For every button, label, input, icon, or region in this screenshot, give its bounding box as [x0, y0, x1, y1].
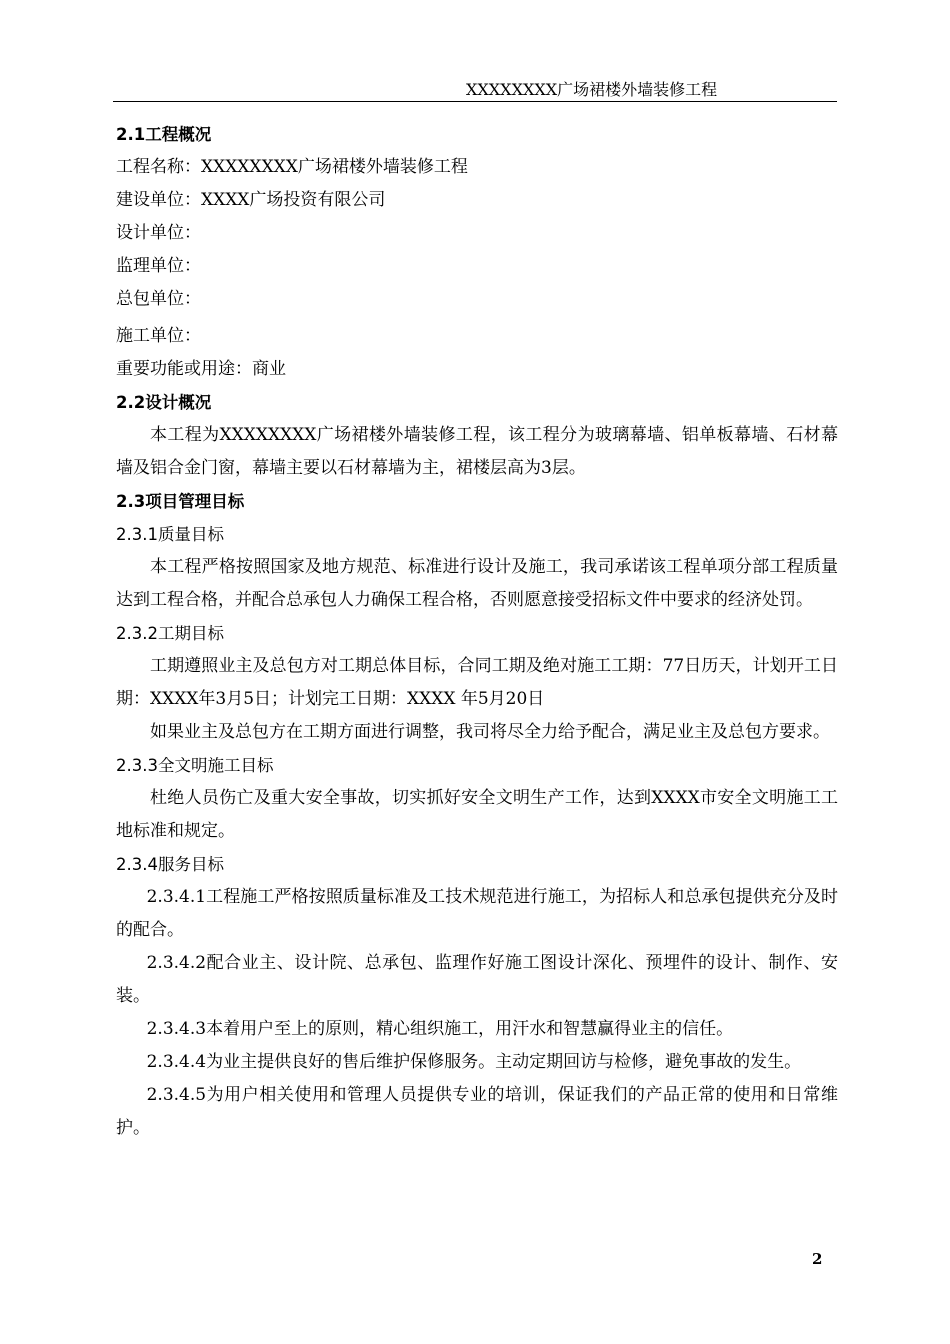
design-unit: 设计单位： [116, 223, 201, 243]
subsection-heading-quality: 2.3.1质量目标 [116, 525, 224, 544]
document-body [116, 118, 838, 1145]
subsection-heading-service: 2.3.4服务目标 [116, 855, 224, 874]
owner-unit: 建设单位：XXXX广场投资有限公司 [116, 190, 386, 210]
subsection-heading-safety: 2.3.3全文明施工目标 [116, 756, 274, 775]
purpose-line: 重要功能或用途：商业 [116, 359, 286, 379]
quality-paragraph: 本工程严格按照国家及地方规范、标准进行设计及施工，我司承诺该工程单项分部工程质量达到工程合格，并配合总承包人力确保工程合格，否则愿意接受招标文件中要求的经济处罚。 [116, 557, 838, 610]
header-title: XXXXXXXX广场裙楼外墙装修工程 [466, 80, 718, 99]
schedule-paragraph-2: 如果业主及总包方在工期方面进行调整，我司将尽全力给予配合，满足业主及总包方要求。 [150, 722, 830, 742]
header-divider [113, 101, 837, 102]
subsection-heading-schedule: 2.3.2工期目标 [116, 624, 224, 643]
construction-unit: 施工单位： [116, 326, 201, 346]
supervision-unit: 监理单位： [116, 256, 201, 276]
section-heading-2-2: 2.2设计概况 [116, 393, 212, 412]
schedule-paragraph-1: 工期遵照业主及总包方对工期总体目标，合同工期及绝对施工工期：77日历天，计划开工日期：XXXX年3月5日；计划完工日期：XXXX 年5月20日 [116, 656, 838, 709]
safety-paragraph: 杜绝人员伤亡及重大安全事故，切实抓好安全文明生产工作，达到XXXX市安全文明施工工地标准和规定。 [116, 788, 838, 841]
section-heading-2-1: 2.1工程概况 [116, 125, 212, 144]
service-item-4: 2.3.4.4为业主提供良好的售后维护保修服务。主动定期回访与检修，避免事故的发生。 [146, 1052, 802, 1072]
section-heading-2-3: 2.3项目管理目标 [116, 492, 245, 511]
general-contractor-unit: 总包单位： [116, 289, 201, 309]
page-number: 2 [812, 1250, 823, 1268]
project-name: 工程名称：XXXXXXXX广场裙楼外墙装修工程 [116, 157, 468, 177]
service-item-1: 2.3.4.1工程施工严格按照质量标准及工技术规范进行施工，为招标人和总承包提供充分及时的配合。 [116, 887, 838, 940]
service-item-5: 2.3.4.5为用户相关使用和管理人员提供专业的培训，保证我们的产品正常的使用和日常维护。 [116, 1085, 838, 1138]
service-item-3: 2.3.4.3本着用户至上的原则，精心组织施工，用汗水和智慧赢得业主的信任。 [146, 1019, 734, 1039]
design-overview-paragraph: 本工程为XXXXXXXX广场裙楼外墙装修工程，该工程分为玻璃幕墙、铝单板幕墙、石材幕墙及铝合金门窗，幕墙主要以石材幕墙为主，裙楼层高为3层。 [116, 425, 838, 478]
service-item-2: 2.3.4.2配合业主、设计院、总承包、监理作好施工图设计深化、预埋件的设计、制作、安装。 [116, 953, 838, 1006]
